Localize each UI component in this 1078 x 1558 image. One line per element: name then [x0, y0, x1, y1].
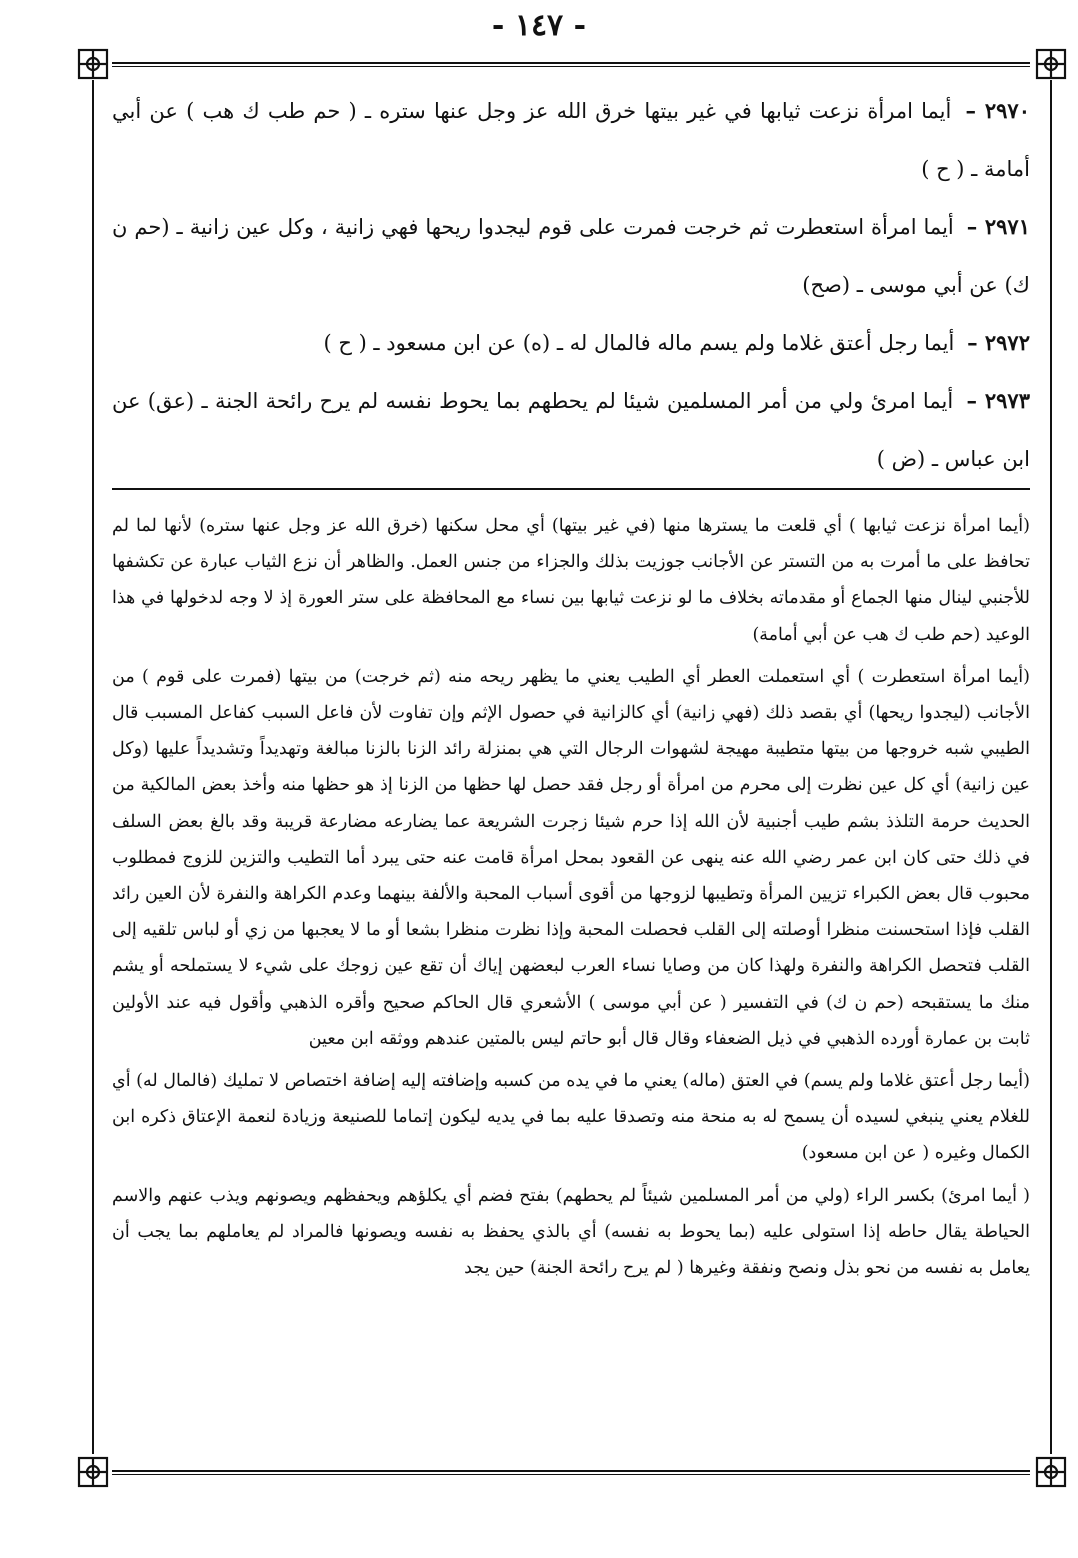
hadith-number: ٢٩٧١ – [966, 214, 1030, 239]
hadith-2970 [112, 82, 1030, 198]
hadith-2972 [112, 314, 1030, 372]
bottom-border-line-inner [112, 1474, 1030, 1475]
commentary-paragraph: ( أيما امرئ) بكسر الراء (ولي من أمر المسلمين شيئاً لم يحطهم) بفتح فضم أي يكلؤهم ويحفظهم ويصونهم ويذب عنهم والاسم الحياطة يقال حاطه إذا استولى عليه (بما يحوط به نفسه) أي بالذي يحفظ به نفسه ويصونها فالمراد لم يعاملهم بما يجب أن يعامل به نفسه من نحو بذل ونصح ونفقة وغيرها ( لم يرح رائحة الجنة) حين يجد [112, 1185, 1030, 1279]
hadith-text: أيما رجل أعتق غلاما ولم يسم ماله فالمال له ـ (ه) عن ابن مسعود ـ ( ح ) [323, 331, 955, 355]
hadith-text: أيما امرأة نزعت ثيابها في غير بيتها خرق الله عز وجل عنها ستره ـ ( حم طب ك هب ) عن أبي أمامة ـ ( ح ) [112, 99, 1030, 181]
cross-ornament-icon [1033, 1454, 1069, 1490]
right-border-line [1050, 80, 1052, 1454]
commentary-paragraph: (أيما امرأة استعطرت ) أي استعملت العطر أي الطيب يعني ما يظهر ريحه منه (ثم خرجت) من بيتها (فمرت على قوم ) من الأجانب (ليجدوا ريحها) أي بقصد ذلك (فهي زانية) أي كالزانية في حصول الإثم وإن تفاوت لأن فاعل السبب كفاعل المسبب قال الطيبي شبه خروجها من بيتها متطيبة مهيجة لشهوات الرجال التي هي بمنزلة رائد الزنا بالزنا مبالغة وتهديداً وتشديداً عليها (وكل عين زانية) أي كل عين نظرت إلى محرم من امرأة أو رجل فقد حصل لها حظها من الزنا إذ هو حظها منه وأخذ بعض المالكية من الحديث حرمة التلذذ بشم طيب أجنبية لأن الله إذا حرم شيئا زجرت الشريعة عما يضارعه مضارعة قريبة وقد بالغ بعض السلف في ذلك حتى كان ابن عمر رضي الله عنه ينهى عن القعود بمحل امرأة قامت عنه حتى يبرد أما التطيب والتزين للزوج فمطلوب محبوب قال بعض الكبراء تزيين المرأة وتطيبها لزوجها من أقوى أسباب المحبة والألفة بينهما وعدم الكراهة والنفرة لأن العين رائد القلب فإذا استحسنت منظرا أوصلته إلى القلب فحصلت المحبة وإذا نظرت منظرا بشعا أو ما لا يعجبها من زي أو لباس تلقيه إلى القلب فتحصل الكراهة والنفرة ولهذا كان من وصايا نساء العرب لبعضهن إياك أن تقع عين زوجك على شيء لا يستملحه أو يشم منك ما يستقبحه (حم ن ك) في التفسير ( عن أبي موسى ) الأشعري قال الحاكم صحيح وأقره الذهبي وأقول فيه عند الأولين ثابت بن عمارة أورده الذهبي في ذيل الضعفاء وقال قال أبو حاتم ليس بالمتين عندهم ووثقه ابن معين [112, 666, 1030, 1049]
commentary-section [112, 508, 1030, 1292]
hadith-text: أيما امرئ ولي من أمر المسلمين شيئا لم يحطهم بما يحوط نفسه لم يرح رائحة الجنة ـ (عق) عن ابن عباس ـ (ض ) [112, 389, 1030, 471]
cross-ornament-icon [1033, 46, 1069, 82]
top-border-line-inner [112, 66, 1030, 67]
commentary-paragraph: (أيما امرأة نزعت ثيابها ) أي قلعت ما يسترها منها (في غير بيتها) أي محل سكنها (خرق الله عز وجل عنها ستره) لأنها لما لم تحافظ على ما أمرت به من التستر عن الأجانب جوزيت بذلك والجزاء من جنس العمل. والظاهر أن نزع الثياب عبارة عن تكشفها للأجنبي لينال منها الجماع أو مقدماته بخلاف ما لو نزعت ثيابها بين نساء مع المحافظة على ستر العورة إذ لا وجه لدخولها في هذا الوعيد (حم طب ك هب عن أبي أمامة) [112, 516, 1030, 645]
hadith-number: ٢٩٧٢ – [967, 330, 1030, 355]
left-border-line [92, 80, 94, 1454]
section-divider [112, 488, 1030, 490]
commentary-paragraph: (أيما رجل أعتق غلاما ولم يسم) في العتق (ماله) يعني ما في يده من كسبه وإضافته إليه إضافة اختصاص لا تمليك (فالمال له) أي للغلام يعني ينبغي لسيده أن يسمح له به منحة منه وتصدقا عليه بما في يديه ليكون إتماما للصنيعة وزيادة لنعمة الإعتاق ذكره ابن الكمال وغيره ( عن ابن مسعود) [112, 1071, 1030, 1164]
hadith-number: ٢٩٧٣ – [966, 388, 1030, 413]
cross-ornament-icon [75, 46, 111, 82]
top-border-line [112, 62, 1030, 64]
bottom-border-line [112, 1470, 1030, 1472]
hadith-text: أيما امرأة استعطرت ثم خرجت فمرت على قوم ليجدوا ريحها فهي زانية ، وكل عين زانية ـ (حم ن ك) عن أبي موسى ـ (صح) [112, 215, 1030, 297]
cross-ornament-icon [75, 1454, 111, 1490]
hadith-section [112, 82, 1030, 488]
hadith-2971 [112, 198, 1030, 314]
hadith-number: ٢٩٧٠ – [965, 98, 1030, 123]
hadith-2973 [112, 372, 1030, 488]
page-number: - ١٤٧ - [491, 8, 587, 43]
